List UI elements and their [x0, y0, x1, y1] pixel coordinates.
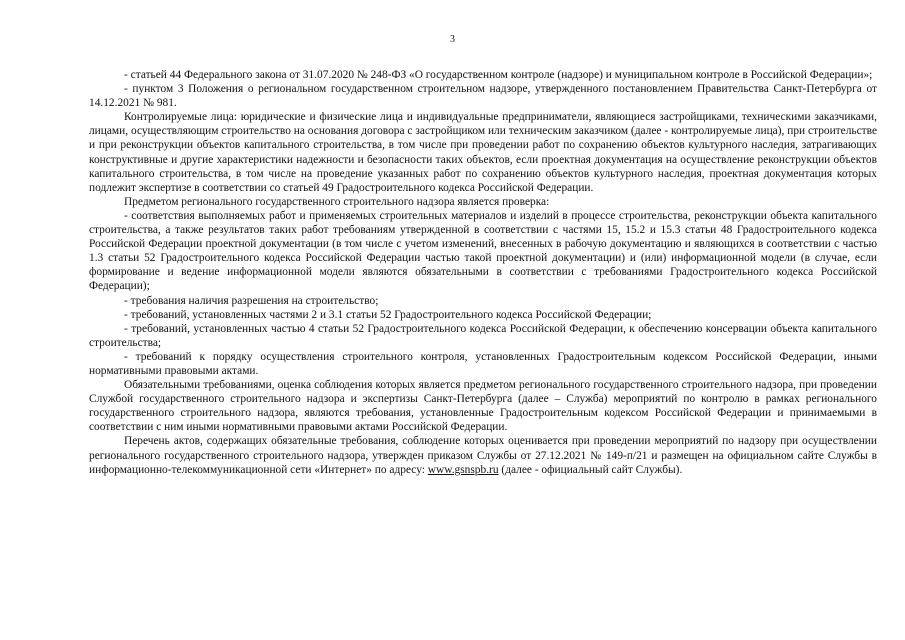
list-item-article-52-requirements: - требований, установленных частями 2 и 3.1 статьи 52 Градостроительного кодекса Российской Федерации; — [124, 308, 652, 321]
document-body — [89, 68, 877, 477]
paragraph-law-reference: - статьей 44 Федерального закона от 31.07.2020 № 248-ФЗ «О государственном контроле (надзоре) и муниципальном контроле в Российской Федерации»; — [124, 69, 873, 81]
acts-list-text: Перечень актов, содержащих обязательные требования, соблюдение которых оценивается при проведении мероприятий по надзору при осуществлении регионального государственного строительного надзора, утвержден приказом Службы от 27.12.2021 № 149-п/21 и размещен на официальном сайте Службы в информационно-телекоммуникационной сети «Интернет» по адресу: — [89, 435, 877, 476]
paragraph-regulation-reference: - пунктом 3 Положения о региональном государственном строительном надзоре, утвержденного постановлением Правительства Санкт-Петербурга от 14.12.2021 № 981. — [89, 83, 877, 110]
paragraph-mandatory-requirements: Обязательными требованиями, оценка соблюдения которых является предметом регионального государственного строительного надзора, при проведении Службой государственного строительного надзора и экспертизы Санкт-Петербурга (далее – Служба) мероприятий по контролю в рамках регионального государственного строительного надзора, являются требования, установленные Градостроительным кодексом Российской Федерации и принимаемыми в соответствии с ним иными нормативными правовыми актами Российской Федерации. — [89, 379, 877, 434]
list-item-building-permit: - требования наличия разрешения на строительство; — [124, 294, 379, 307]
paragraph-controlled-persons: Контролируемые лица: юридические и физические лица и индивидуальные предприниматели, являющиеся застройщиками, техническими заказчиками, лицами, осуществляющим строительство на основания договора с застройщиком или техническим заказчиком (далее - контролируемые лица), при строительстве и при реконструкции объектов капитального строительства, в том числе при проведении работ по сохранению объектов культурного наследия, затрагивающих конструктивные и другие характеристики надежности и безопасности таких объектов, если проектная документация на осуществление реконструкции объектов капитального строительства, в том числе на проведение указанных работ по сохранению объектов культурного наследия, проектная документация которых подлежит экспертизе в соответствии со статьей 49 Градостроительного кодекса Российской Федерации. — [89, 111, 877, 194]
page-number: 3 — [450, 34, 455, 45]
list-item-conservation-requirements: - требований, установленных частью 4 статьи 52 Градостроительного кодекса Российской Федерации, к обеспечению консервации объекта капитального строительства; — [89, 322, 877, 349]
website-link[interactable]: www.gsnspb.ru — [427, 463, 499, 476]
paragraph-acts-list — [89, 434, 877, 476]
list-item-works-compliance: - соответствия выполняемых работ и применяемых строительных материалов и изделий в процессе строительства, реконструкции объекта капитального строительства, а также результатов таких работ требованиям утвержденной в соответствии с частями 15, 15.2 и 15.3 статьи 48 Градостроительного кодекса Российской Федерации проектной документации (в том числе с учетом изменений, внесенных в рабочую документацию и являющихся в соответствии с частью 1.3 статьи 52 Градостроительного кодекса Российской Федерации частью такой проектной документации) и (или) информационной модели (в случае, если формирование и ведение информационной модели являются обязательными в соответствии с требованиями Градостроительного кодекса Российской Федерации); — [89, 209, 877, 293]
acts-list-tail: (далее - официальный сайт Службы). — [498, 463, 683, 476]
list-item-construction-control: - требований к порядку осуществления строительного контроля, установленных Градостроительным кодексом Российской Федерации, иными нормативными правовыми актами. — [89, 350, 877, 377]
paragraph-inspection-subject: Предметом регионального государственного строительного надзора является проверка: — [124, 195, 550, 208]
